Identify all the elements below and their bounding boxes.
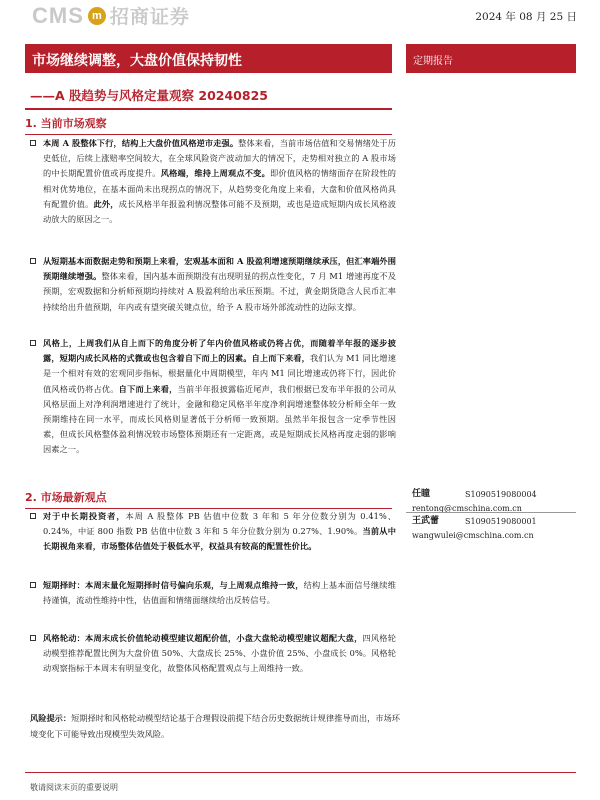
bullet-icon (30, 635, 36, 641)
report-type-label: 定期报告 (406, 44, 576, 73)
report-subtitle: ——A 股趋势与风格定量观察 20240825 (30, 88, 268, 103)
paragraph-market-overview: 本周 A 股整体下行，结构上大盘价值风格逆市走强。整体来看，当前市场估值和交易情绪处于历史低位，后续上涨赔率空间较大，在全球风险资产波动加大的情况下，走势相对独立的 A 股市场的中长期配置价值或再度提升。风格端，维持上周观点不变。即价值风格的情绪面存在阶段性的相对优势地位，在基本面尚未出现拐点的情况下，从趋势变化角度上来看，大盘和价值风格尚具有配置价值。此外，成长风格半年报盈利情况整体可能不及预期，或也是造成短期内成长风格波动放大的原因之一。 (30, 136, 396, 227)
bullet-icon (30, 513, 36, 519)
analyst-email: wangwulei@cmschina.com.cn (412, 531, 534, 540)
paragraph-long-term: 对于中长期投资者，本周 A 股整体 PB 估值中位数 3 年和 5 年分位数分别为 0.41%、0.24%，中证 800 指数 PB 估值中位数 3 年和 5 年分位数分别为 0.27%、1.90%。当前从中长期视角来看，市场整体估值处于极低水平，权益具有较高的配置性价比。 (30, 509, 396, 555)
analyst-email: rentong@cmschina.com.cn (412, 504, 522, 513)
analyst-code: S1090519080004 (465, 490, 537, 499)
paragraph-style: 风格上，上周我们从自上而下的角度分析了年内价值风格或仍将占优，而随着半年报的逐步披露，短期内成长风格的式微或也包含着自下而上的因素。自上而下来看，我们认为 M1 同比增速是一个相对有效的宏观同步指标，根据量化中周期模型，年内 M1 同比增速或仍将下行，因此价值风格或仍将占优。自下而上来看，当前半年报披露临近尾声，我们根据已发布半年报的公司从风格层面上对净利润增速进行了统计，金融和稳定风格半年度净利润增速整体较分析师全年一致预期维持在同一水平，而成长风格则显著低于分析师一致预期。虽然半年报包含一定季节性因素，但成长风格整体盈利情况较市场整体预期还有一定距离，或是短期成长风格再度走弱的影响因素之一。 (30, 336, 396, 458)
footer-disclaimer: 敬请阅读末页的重要说明 (30, 783, 118, 792)
logo-latin-text: CMS (32, 2, 84, 28)
paragraph-short-term-timing: 短期择时：本周末量化短期择时信号偏向乐观，与上周观点维持一致，结构上基本面信号继续维持谨慎，流动性维持中性，估值面和情绪面继续给出反转信号。 (30, 578, 396, 608)
analyst-divider (406, 512, 576, 513)
paragraph-style-rotation: 风格轮动：本周末成长价值轮动模型建议超配价值，小盘大盘轮动模型建议超配大盘，四风格轮动模型推荐配置比例为大盘价值 50%、大盘成长 25%、小盘价值 25%、小盘成长 0%。风格轮动观察指标于本周末有明显变化，故整体风格配置观点与上周维持一致。 (30, 631, 396, 677)
bullet-icon (30, 258, 36, 264)
brand-logo (32, 2, 190, 29)
analyst-code: S1090519080001 (465, 517, 537, 526)
logo-chinese-text: 招商证券 (109, 6, 190, 28)
risk-notice: 风险提示：短期择时和风格轮动模型结论基于合理假设前提下结合历史数据统计规律推导而出，市场环境变化下可能导致出现模型失效风险。 (30, 713, 400, 739)
bullet-icon (30, 582, 36, 588)
logo-badge-icon: m (88, 7, 106, 25)
footer-divider (25, 772, 576, 773)
subtitle-divider (25, 108, 392, 110)
analyst-name: 任瞳 (412, 489, 431, 499)
analyst-name: 王武蕾 (412, 516, 440, 526)
report-date: 2024 年 08 月 25 日 (475, 11, 577, 23)
report-title: 市场继续调整，大盘价值保持韧性 (25, 44, 392, 73)
section-heading-2: 2. 市场最新观点 (25, 489, 392, 509)
paragraph-fundamentals: 从短期基本面数据走势和预期上来看，宏观基本面和 A 股盈利增速预期继续承压，但汇率端外围预期继续增强。整体来看，国内基本面预期没有出现明显的拐点性变化，7 月 M1 增速再度不及预期，宏观数据和分析师预期均持续对 A 股盈利给出承压预期。不过，黄金期货隐含人民币汇率持续给出升值预期，年内或有望突破关键点位，给予 A 股市场外部流动性的边际支撑。 (30, 254, 396, 315)
section-heading-1: 1. 当前市场观察 (25, 115, 392, 135)
bullet-icon (30, 140, 36, 146)
bullet-icon (30, 340, 36, 346)
